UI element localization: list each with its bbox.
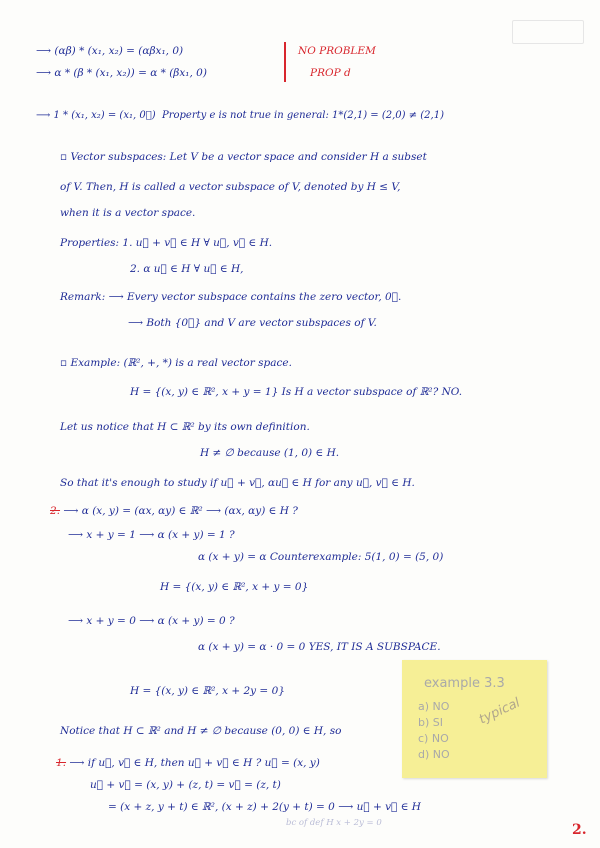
arrow-icon: ⟶ bbox=[36, 45, 55, 57]
property-2: 2. α u⃗ ∈ H ∀ u⃗ ∈ H, bbox=[130, 263, 244, 275]
check-scalar: 2. ⟶ α (x, y) = (αx, αy) ∈ ℝ² ⟶ (αx, αy) ∈ H ? bbox=[50, 505, 298, 517]
example-set-3: H = {(x, y) ∈ ℝ², x + 2y = 0} bbox=[130, 685, 285, 697]
example-intro: ▫ Example: (ℝ², +, *) is a real vector space. bbox=[60, 357, 292, 369]
sum-line-1: u⃗ + v⃗ = (x, y) + (z, t) = v⃗ = (z, t) bbox=[90, 779, 281, 791]
sticky-answer-a: a) NO bbox=[418, 700, 450, 713]
arrow-icon: ⟶ bbox=[68, 615, 87, 627]
line-assoc-2: ⟶ α * (β * (x₁, x₂)) = α * (βx₁, 0) bbox=[36, 67, 207, 79]
definition-line-2: of V. Then, H is called a vector subspace of V, denoted by H ≤ V, bbox=[60, 181, 401, 193]
remark-2: ⟶ Both {0⃗} and V are vector subspaces of V. bbox=[128, 317, 377, 329]
step-marker-1: 1. bbox=[56, 757, 67, 769]
note-no-problem: NO PROBLEM bbox=[298, 45, 376, 57]
check-closure: 1. ⟶ if u⃗, v⃗ ∈ H, then u⃗ + v⃗ ∈ H ? u⃗ = (x, y) bbox=[56, 757, 320, 769]
definition-line-1: ▫ Vector subspaces: Let V be a vector space and consider H a subset bbox=[60, 151, 427, 163]
line-identity: ⟶ 1 * (x₁, x₂) = (x₁, 0⃗) Property e is not true in general: 1*(2,1) = (2,0) ≠ (2,1) bbox=[36, 110, 444, 121]
sticky-title: example 3.3 bbox=[424, 676, 505, 691]
sum-footnote: bc of def H x + 2y = 0 bbox=[286, 818, 382, 828]
sticky-answer-d: d) NO bbox=[418, 748, 450, 761]
sticky-answer-b: b) SI bbox=[418, 716, 443, 729]
line-assoc-1: ⟶ (αβ) * (x₁, x₂) = (αβx₁, 0) bbox=[36, 45, 184, 57]
arrow-icon: ⟶ bbox=[68, 529, 87, 541]
subspace-conclusion: α (x + y) = α · 0 = 0 YES, IT IS A SUBSPACE. bbox=[198, 641, 441, 653]
bleed-through-box bbox=[512, 20, 584, 44]
sticky-answer-c: c) NO bbox=[418, 732, 449, 745]
check-sum-2: ⟶ x + y = 0 ⟶ α (x + y) = 0 ? bbox=[68, 615, 235, 627]
note-prop-d: PROP d bbox=[310, 67, 351, 79]
step-marker-2: 2. bbox=[50, 505, 61, 517]
sticky-stamp: typical bbox=[476, 695, 523, 728]
property-1: Properties: 1. u⃗ + v⃗ ∈ H ∀ u⃗, v⃗ ∈ H. bbox=[60, 237, 273, 249]
arrow-icon: ⟶ bbox=[36, 110, 54, 121]
sticky-note bbox=[402, 660, 547, 778]
remark-1: Remark: ⟶ Every vector subspace contains the zero vector, 0⃗. bbox=[60, 291, 402, 303]
counterexample: α (x + y) = α Counterexample: 5(1, 0) = (5, 0) bbox=[198, 551, 444, 563]
notice-subset: Let us notice that H ⊂ ℝ² by its own definition. bbox=[60, 421, 310, 433]
page-number: 2. bbox=[572, 822, 587, 838]
example-set-2: H = {(x, y) ∈ ℝ², x + y = 0} bbox=[160, 581, 309, 593]
notice-set-3: Notice that H ⊂ ℝ² and H ≠ ∅ because (0, 0) ∈ H, so bbox=[60, 725, 342, 737]
notice-nonempty: H ≠ ∅ because (1, 0) ∈ H. bbox=[200, 447, 340, 459]
red-bracket bbox=[284, 42, 294, 82]
check-sum: ⟶ x + y = 1 ⟶ α (x + y) = 1 ? bbox=[68, 529, 235, 541]
enough-to-study: So that it's enough to study if u⃗ + v⃗, αu⃗ ∈ H for any u⃗, v⃗ ∈ H. bbox=[60, 477, 415, 489]
arrow-icon: ⟶ bbox=[36, 67, 55, 79]
arrow-icon: ⟶ bbox=[69, 757, 88, 769]
arrow-icon: ⟶ bbox=[63, 505, 82, 517]
bullet-icon: ▫ bbox=[60, 151, 71, 163]
definition-line-3: when it is a vector space. bbox=[60, 207, 196, 219]
bullet-icon: ▫ bbox=[60, 357, 71, 369]
sum-line-2: = (x + z, y + t) ∈ ℝ², (x + z) + 2(y + t) = 0 ⟶ u⃗ + v⃗ ∈ H bbox=[108, 801, 421, 813]
example-set-1: H = {(x, y) ∈ ℝ², x + y = 1} Is H a vector subspace of ℝ²? NO. bbox=[130, 386, 463, 398]
